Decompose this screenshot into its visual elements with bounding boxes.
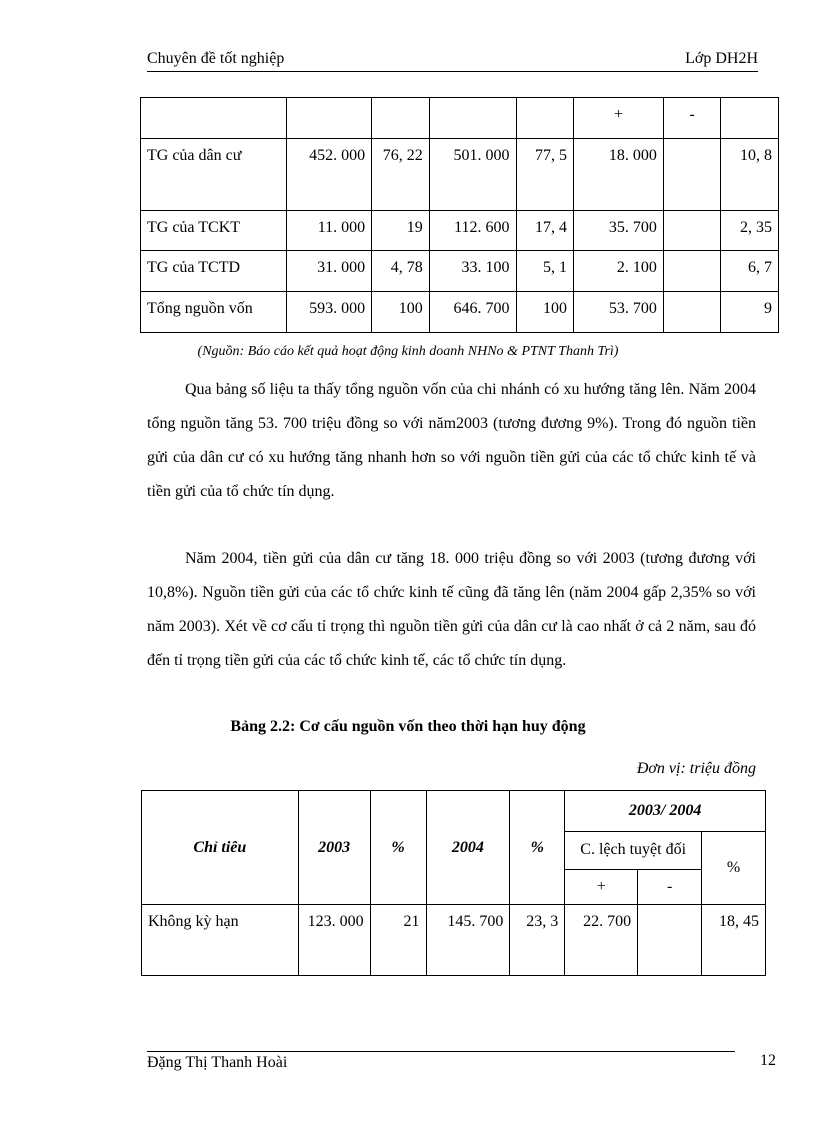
- table-cell: 22. 700: [565, 905, 638, 976]
- page-header: [147, 50, 758, 72]
- table-cell: 18. 000: [574, 139, 664, 211]
- table-cell: 501. 000: [429, 139, 516, 211]
- table-cell: 145. 700: [426, 905, 510, 976]
- table-cell: [663, 292, 721, 333]
- table-cell-plus: +: [574, 98, 664, 139]
- table-total-row: [141, 292, 779, 333]
- table-cell: [721, 98, 779, 139]
- header-2004: 2004: [426, 791, 510, 905]
- header-minus: -: [638, 870, 702, 905]
- term-structure-table: [141, 790, 766, 976]
- table-subheader-row: [141, 98, 779, 139]
- source-note: (Nguồn: Báo cáo kết quả hoạt động kinh doanh NHNo & PTNT Thanh Trì): [197, 344, 619, 359]
- table-cell: 100: [372, 292, 430, 333]
- table-cell: 2, 35: [721, 211, 779, 251]
- table-cell: [141, 98, 287, 139]
- table-cell: 11. 000: [287, 211, 372, 251]
- header-plus: +: [565, 870, 638, 905]
- table-cell: 19: [372, 211, 430, 251]
- table-cell: [663, 211, 721, 251]
- table-cell: [638, 905, 702, 976]
- table-cell: 4, 78: [372, 251, 430, 292]
- table-cell: 9: [721, 292, 779, 333]
- table-cell: 646. 700: [429, 292, 516, 333]
- table-cell: 21: [370, 905, 426, 976]
- table-cell: 31. 000: [287, 251, 372, 292]
- table-cell: [663, 251, 721, 292]
- table-cell: [372, 98, 430, 139]
- table-cell: 2. 100: [574, 251, 664, 292]
- page-number: 12: [760, 1052, 776, 1069]
- row-label: Tổng nguồn vốn: [141, 292, 287, 333]
- table-row: [141, 211, 779, 251]
- table-cell: [663, 139, 721, 211]
- table-row: [142, 905, 766, 976]
- table-cell: 100: [516, 292, 574, 333]
- table-cell: 33. 100: [429, 251, 516, 292]
- row-label: TG của dân cư: [141, 139, 287, 211]
- table-cell: 18, 45: [702, 905, 766, 976]
- header-pct-2004: %: [510, 791, 565, 905]
- header-class: Lớp DH2H: [685, 50, 758, 67]
- body-paragraph-1: Qua bảng số liệu ta thấy tổng nguồn vốn của chi nhánh có xu hướng tăng lên. Năm 2004 tổng nguồn tăng 53. 700 triệu đồng so với năm2003 (tương đương 9%). Trong đó nguồn tiền gửi của dân cư có xu hướng tăng nhanh hơn so với nguồn tiền gửi của các tổ chức kinh tế và tiền gửi của tổ chức tín dụng.: [147, 381, 756, 500]
- table-cell: 53. 700: [574, 292, 664, 333]
- header-diff: C. lệch tuyệt đối: [565, 832, 702, 870]
- footer-rule: [147, 1051, 735, 1052]
- table-cell: 10, 8: [721, 139, 779, 211]
- table-row: [141, 251, 779, 292]
- table-row: [141, 139, 779, 211]
- header-period: 2003/ 2004: [565, 791, 766, 832]
- table-cell: 452. 000: [287, 139, 372, 211]
- row-label: TG của TCTD: [141, 251, 287, 292]
- table-cell: 112. 600: [429, 211, 516, 251]
- table-cell: 77, 5: [516, 139, 574, 211]
- table-title: Bảng 2.2: Cơ cấu nguồn vốn theo thời hạn huy động: [230, 718, 586, 735]
- header-pct-2003: %: [370, 791, 426, 905]
- table-cell: 17, 4: [516, 211, 574, 251]
- header-topic: Chuyên đề tốt nghiệp: [147, 50, 285, 67]
- table-cell: 593. 000: [287, 292, 372, 333]
- table-cell: 23, 3: [510, 905, 565, 976]
- header-pct-change: %: [702, 832, 766, 905]
- unit-note: Đơn vị: triệu đồng: [636, 760, 756, 777]
- funding-source-table: [140, 97, 779, 333]
- table-cell: [516, 98, 574, 139]
- table-cell: 76, 22: [372, 139, 430, 211]
- table-cell: 123. 000: [298, 905, 370, 976]
- row-label: TG của TCKT: [141, 211, 287, 251]
- table-cell: [287, 98, 372, 139]
- table-cell: 5, 1: [516, 251, 574, 292]
- footer-author: Đặng Thị Thanh Hoài: [147, 1054, 288, 1071]
- table-cell: 35. 700: [574, 211, 664, 251]
- table-cell: [429, 98, 516, 139]
- body-paragraph-2: Năm 2004, tiền gửi của dân cư tăng 18. 000 triệu đồng so với 2003 (tương đương với 10,8%). Nguồn tiền gửi của các tổ chức kinh tế cũng đã tăng lên (năm 2004 gấp 2,35% so với năm 2003). Xét về cơ cấu tỉ trọng thì nguồn tiền gửi của dân cư là cao nhất ở cả 2 năm, sau đó đến tỉ trọng tiền gửi của các tổ chức kinh tế, các tổ chức tín dụng.: [147, 550, 756, 669]
- header-2003: 2003: [298, 791, 370, 905]
- row-label: Không kỳ hạn: [142, 905, 299, 976]
- header-chi-tieu: Chỉ tiêu: [142, 791, 299, 905]
- table-cell: 6, 7: [721, 251, 779, 292]
- table-cell-minus: -: [663, 98, 721, 139]
